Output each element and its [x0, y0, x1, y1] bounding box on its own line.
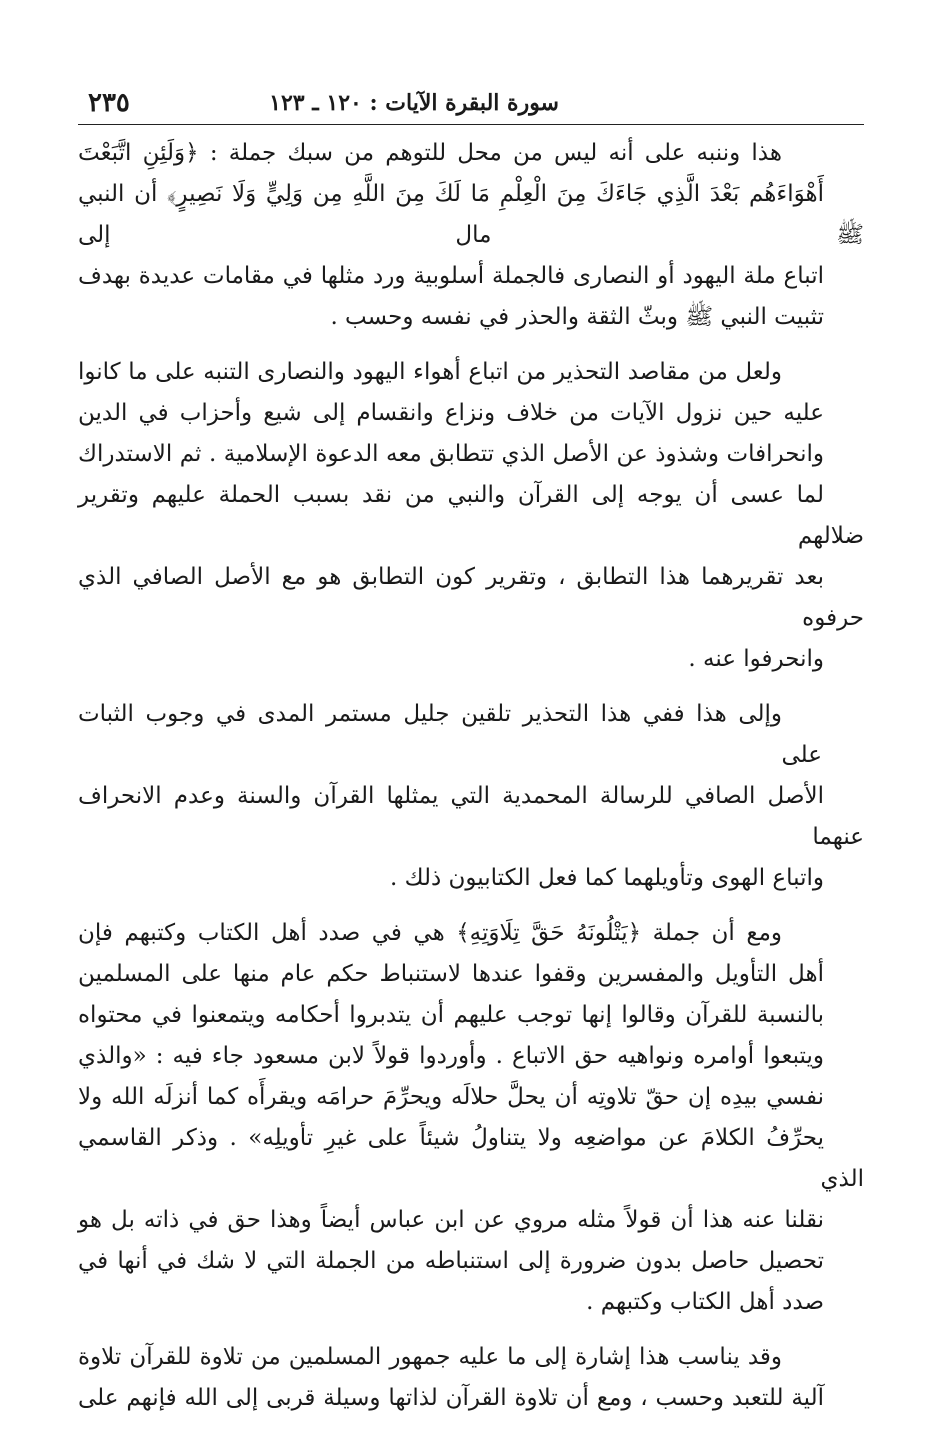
- text-line: الأصل الصافي للرسالة المحمدية التي يمثلها القرآن والسنة وعدم الانحراف عنهما: [78, 783, 864, 850]
- paragraph-2: [78, 352, 864, 680]
- page-number: ٢٣٥: [88, 88, 130, 118]
- text-line: وانحرافات وشذوذ عن الأصل الذي تتطابق معه الدعوة الإسلامية . ثم الاستدراك: [78, 441, 824, 467]
- text-line: هذا وننبه على أنه ليس من محل للتوهم من سبك جملة : ﴿وَلَئِنِ اتَّبَعْتَ: [78, 140, 782, 166]
- text-line: اتباع ملة اليهود أو النصارى فالجملة أسلوبية ورد مثلها في مقامات عديدة بهدف: [78, 263, 824, 289]
- text-line: واتباع الهوى وتأويلهما كما فعل الكتابيون ذلك .: [389, 865, 824, 891]
- page-header: [78, 80, 864, 125]
- text-line: صدد أهل الكتاب وكتبهم .: [586, 1289, 824, 1315]
- text-line: يحرِّفُ الكلامَ عن مواضعِه ولا يتناولُ شيئاً على غيرِ تأويلِه» . وذكر القاسمي الذي: [78, 1125, 864, 1192]
- text-line: أهل التأويل والمفسرين وقفوا عندها لاستنباط حكم عام منها على المسلمين: [78, 961, 824, 987]
- text-line: بالنسبة للقرآن وقالوا إنها توجب عليهم أن يتدبروا أحكامه ويتمعنوا في محتواه: [78, 1002, 824, 1028]
- text-line: ولعل من مقاصد التحذير من اتباع أهواء اليهود والنصارى التنبه على ما كانوا: [78, 359, 782, 385]
- page-body: [78, 133, 864, 1419]
- text-line: لما عسى أن يوجه إلى القرآن والنبي من نقد بسبب الحملة عليهم وتقرير ضلالهم: [78, 482, 864, 549]
- book-page: [78, 80, 864, 1433]
- text-line: وقد يناسب هذا إشارة إلى ما عليه جمهور المسلمين من تلاوة للقرآن تلاوة: [78, 1344, 782, 1370]
- text-line: وانحرفوا عنه .: [688, 646, 824, 672]
- text-line: ومع أن جملة ﴿يَتْلُونَهُ حَقَّ تِلَاوَتِهِ﴾ هي في صدد أهل الكتاب وكتبهم فإن: [78, 920, 782, 946]
- text-line: نقلنا عنه هذا أن قولاً مثله مروي عن ابن عباس أيضاً وهذا حق في ذاته بل هو: [78, 1207, 824, 1233]
- text-line: تحصيل حاصل بدون ضرورة إلى استنباطه من الجملة التي لا شك في أنها في: [78, 1248, 824, 1274]
- paragraph-5: [78, 1337, 864, 1419]
- paragraph-3: [78, 694, 864, 899]
- text-line: وإلى هذا ففي هذا التحذير تلقين جليل مستمر المدى في وجوب الثبات على: [78, 701, 822, 768]
- running-title: سورة البقرة الآيات : ١٢٠ ـ ١٢٣: [269, 90, 559, 116]
- text-line: تثبيت النبي ﷺ وبثّ الثقة والحذر في نفسه وحسب .: [330, 304, 824, 330]
- text-line: أَهْوَاءَهُم بَعْدَ الَّذِي جَاءَكَ مِنَ الْعِلْمِ مَا لَكَ مِنَ اللَّهِ مِن وَلِيٍّ وَلَا نَصِيرٍ﴾ أن النبي ﷺ مال إلى: [78, 181, 864, 248]
- text-line: نفسي بيدِه إن حقّ تلاوتِه أن يحلَّ حلالَه ويحرِّمَ حرامَه ويقرأَه كما أنزلَه الله ولا: [78, 1084, 824, 1110]
- text-line: بعد تقريرهما هذا التطابق ، وتقرير كون التطابق هو مع الأصل الصافي الذي حرفوه: [78, 564, 864, 631]
- paragraph-1: [78, 133, 864, 338]
- paragraph-4: [78, 913, 864, 1323]
- text-line: آلية للتعبد وحسب ، ومع أن تلاوة القرآن لذاتها وسيلة قربى إلى الله فإنهم على: [78, 1385, 825, 1411]
- text-line: عليه حين نزول الآيات من خلاف ونزاع وانقسام إلى شيع وأحزاب في الدين: [78, 400, 824, 426]
- text-line: ويتبعوا أوامره ونواهيه حق الاتباع . وأوردوا قولاً لابن مسعود جاء فيه : «والذي: [78, 1043, 824, 1069]
